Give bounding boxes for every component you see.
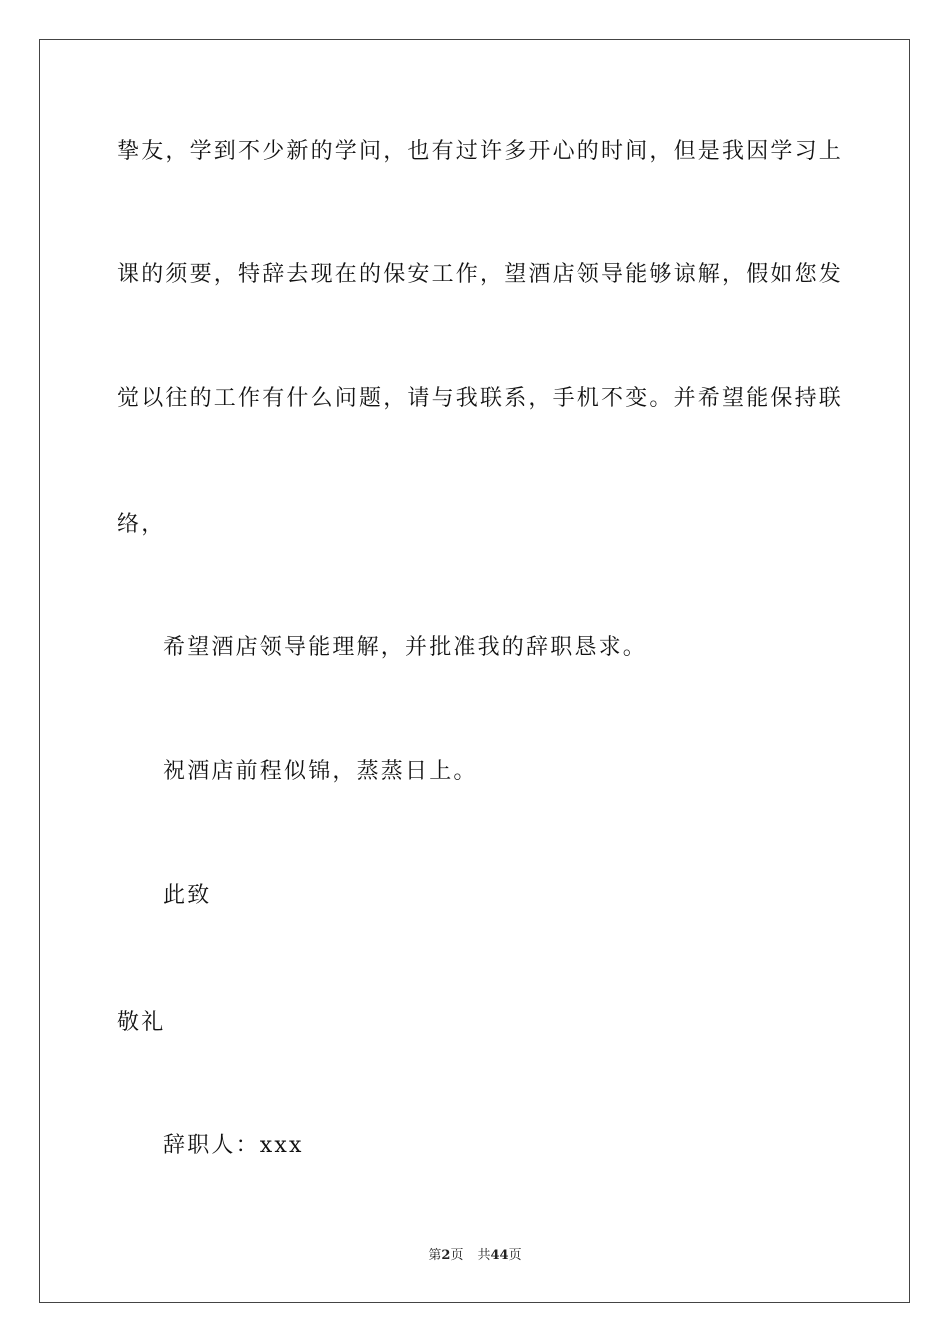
paragraph-request: 希望酒店领导能理解，并批准我的辞职恳求。 [163,635,648,660]
footer-total-suffix: 页 [508,1248,522,1263]
footer-page-number: 2 [441,1248,451,1263]
footer-total-prefix: 共 [477,1248,491,1263]
closing-phrase: 此致 [163,883,212,908]
footer-page-suffix: 页 [450,1248,464,1263]
body-line-3: 觉以往的工作有什么问题，请与我联系，手机不变。并希望能保持联 [117,386,844,411]
body-line-2: 课的须要，特辞去现在的保安工作，望酒店领导能够谅解，假如您发 [117,262,844,287]
footer-page-prefix: 第 [428,1248,442,1263]
paragraph-wishes: 祝酒店前程似锦，蒸蒸日上。 [163,759,478,784]
signature: 辞职人：xxx [163,1133,304,1158]
body-line-1: 挚友，学到不少新的学问，也有过许多开心的时间，但是我因学习上 [117,139,844,164]
footer-total-pages: 44 [490,1248,509,1263]
page-footer [0,1247,950,1265]
salutation: 敬礼 [117,1010,166,1035]
body-line-4: 络， [117,512,166,537]
page-border [39,39,910,1303]
